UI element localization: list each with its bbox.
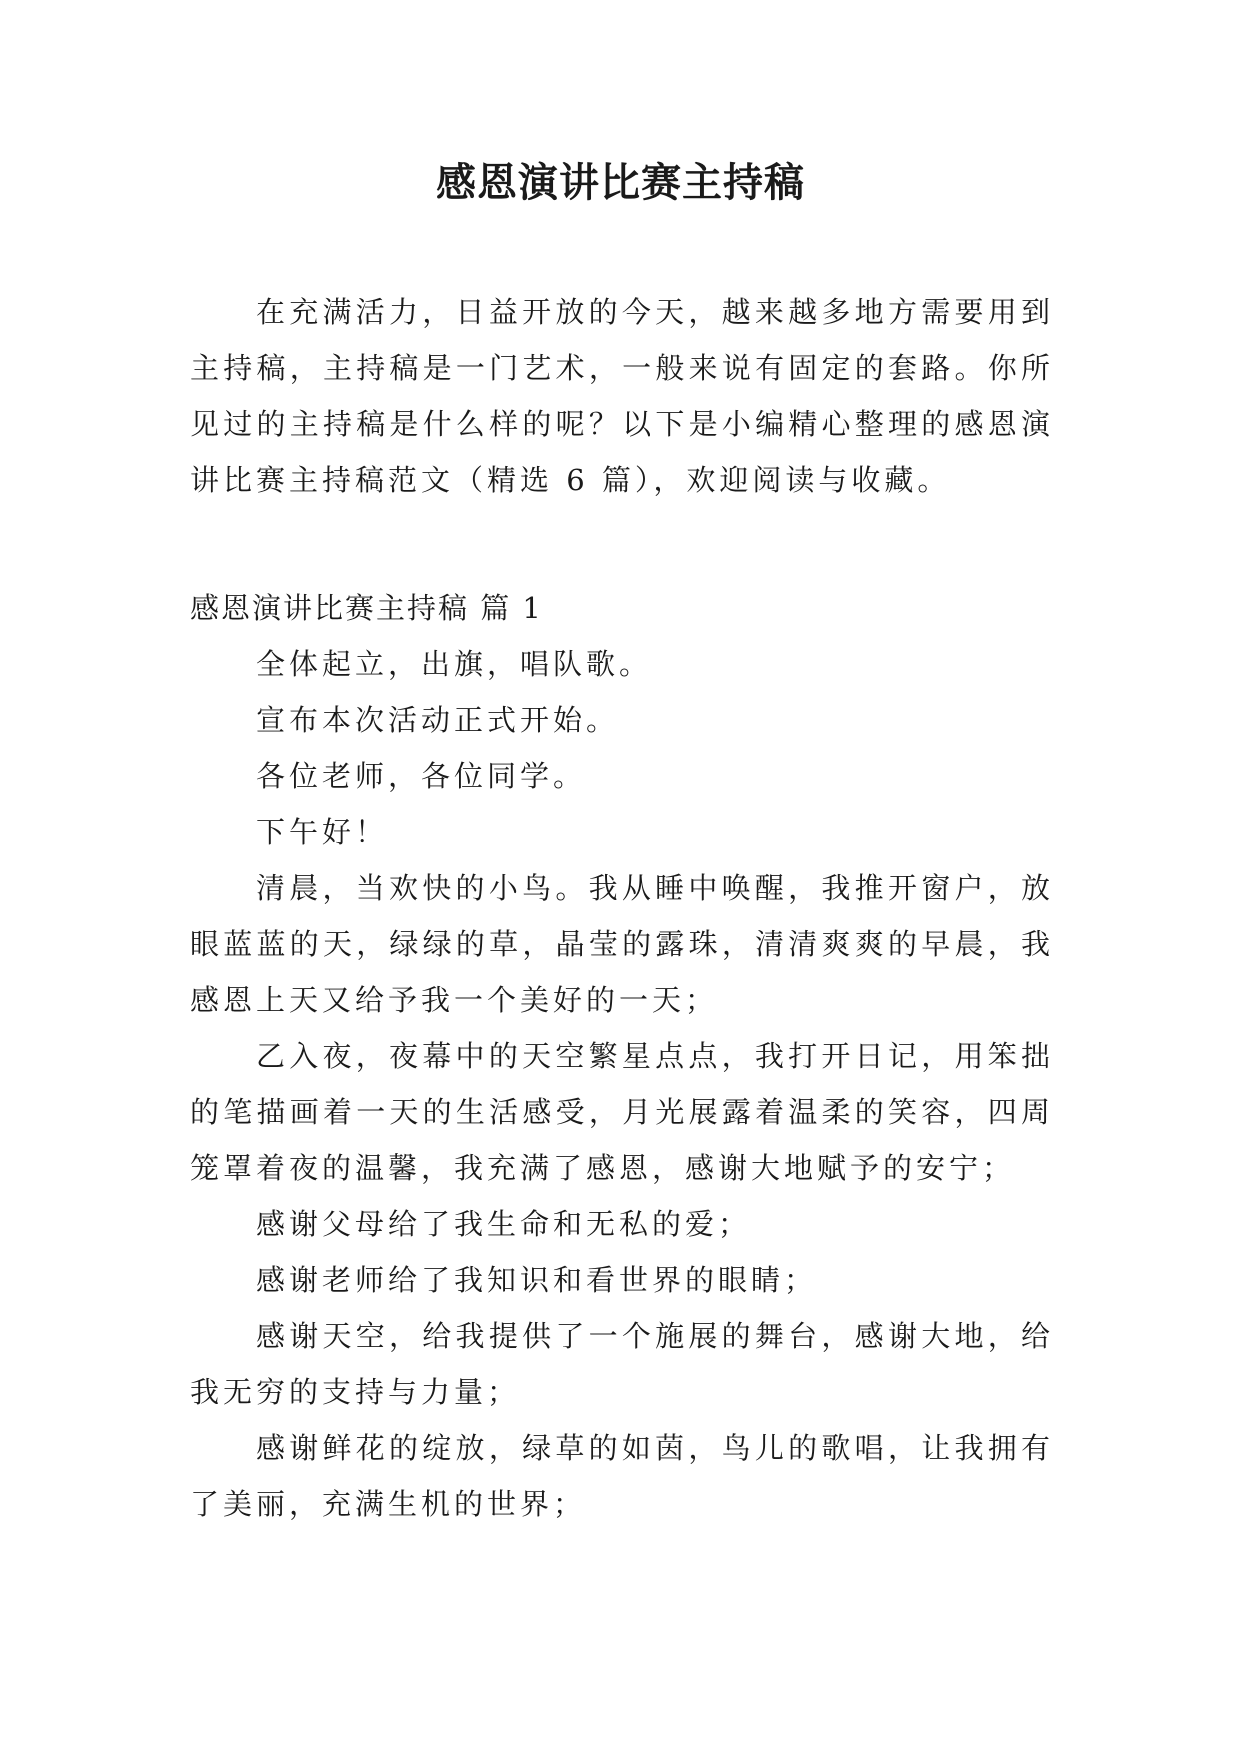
paragraph-3: 各位老师，各位同学。: [256, 759, 587, 793]
paragraph-5: 清晨，当欢快的小鸟。我从睡中唤醒，我推开窗户，放眼蓝蓝的天，绿绿的草，晶莹的露珠，清清爽爽的早晨，我感恩上天又给予我一个美好的一天；: [190, 871, 1054, 1017]
paragraph-2: 宣布本次活动正式开始。: [256, 703, 620, 737]
paragraph-8: 感谢老师给了我知识和看世界的眼睛；: [256, 1263, 818, 1297]
paragraph-4: 下午好！: [256, 815, 389, 849]
paragraph-6: 乙入夜，夜幕中的天空繁星点点，我打开日记，用笨拙的笔描画着一天的生活感受，月光展露着温柔的笑容，四周笼罩着夜的温馨，我充满了感恩，感谢大地赋予的安宁；: [190, 1039, 1054, 1185]
paragraph-9: 感谢天空，给我提供了一个施展的舞台，感谢大地，给我无穷的支持与力量；: [190, 1319, 1054, 1409]
paragraph-7: 感谢父母给了我生命和无私的爱；: [256, 1207, 752, 1241]
paragraph-10: 感谢鲜花的绽放，绿草的如茵，鸟儿的歌唱，让我拥有了美丽，充满生机的世界；: [190, 1431, 1054, 1521]
intro-paragraph: 在充满活力，日益开放的今天，越来越多地方需要用到主持稿，主持稿是一门艺术，一般来说有固定的套路。你所见过的主持稿是什么样的呢？以下是小编精心整理的感恩演讲比赛主持稿范文（精选 6 篇），欢迎阅读与收藏。: [190, 295, 1054, 497]
document-title: 感恩演讲比赛主持稿: [436, 159, 805, 206]
paragraph-1: 全体起立，出旗，唱队歌。: [256, 647, 653, 681]
section-heading: 感恩演讲比赛主持稿 篇 1: [190, 591, 543, 625]
section-1: [190, 580, 1054, 1532]
